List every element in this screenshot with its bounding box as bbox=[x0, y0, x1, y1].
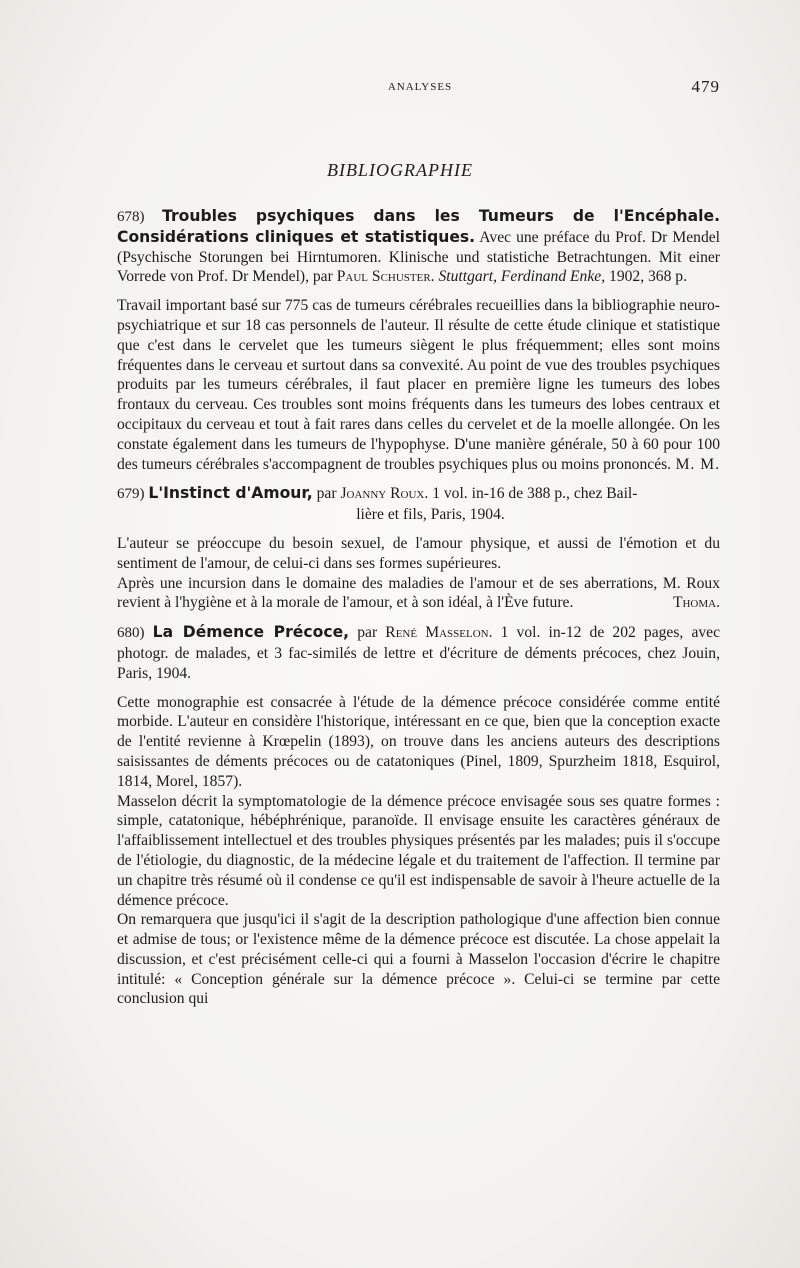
entry-signature: M. M. bbox=[675, 455, 720, 473]
entry-author: Joanny Roux. bbox=[340, 485, 429, 503]
entry-paragraph: Travail important basé sur 775 cas de tumeurs cérébrales recueillies dans la bibliographie neuro-psychiatrique et sur 18 cas personnels de l'auteur. Il résulte de cette étude clinique et statistique que c'est dans le cervelet que les tumeurs siègent le plus fréquemment; elles sont moins fréquentes dans le cerveau et surtout dans sa convexité. Au point de vue des troubles psychiques produits par les tumeurs cérébrales, il faut placer en première ligne les tumeurs des lobes frontaux du cerveau. Ces troubles sont moins fréquents dans les tumeurs des lobes centraux et occipitaux du cerveau et tout à fait rares dans celles du cervelet et de la moelle allongée. On les constate également dans les tumeurs de l'hypophyse. D'une manière générale, 50 à 60 pour 100 des tumeurs cérébrales s'accompagnent de troubles psychiques plus ou moins prononcés. M. M. bbox=[117, 297, 720, 473]
entry-heading bbox=[117, 207, 720, 287]
entry-paragraph: Masselon décrit la symptomatologie de la démence précoce envisagée sous ses quatre formes : simple, catatonique, hébéphrénique, paranoïde. Il envisage ensuite les caractères généraux de l'affaiblissement intellectuel et des troubles physiques présentés par les malades; puis il s'occupe de l'étiologie, du diagnostic, de la médecine légale et du traitement de l'affection. Il termine par un chapitre très résumé où il condense ce qu'il est indispensable de savoir à l'heure actuelle de la démence précoce. bbox=[117, 792, 720, 909]
entry-678 bbox=[117, 207, 720, 474]
entry-paragraph: L'auteur se préoccupe du besoin sexuel, de l'amour physique, et aussi de l'émotion et du sentiment de l'amour, de celui-ci dans ses formes supérieures. bbox=[117, 534, 720, 572]
entry-heading bbox=[117, 623, 720, 683]
entry-title: La Démence Précoce, bbox=[152, 623, 350, 642]
entry-title: Troubles psychiques dans les Tumeurs de l'Encéphale. Considérations cliniques et statistiques. bbox=[117, 207, 721, 246]
running-head bbox=[120, 78, 720, 98]
entry-body bbox=[117, 693, 720, 1010]
entry-publication: 1 vol. in-12 de 202 pages, avec photogr. de malades, et 3 fac-similés de lettre et d'écriture de déments précoces, chez Jouin, Paris, 1904. bbox=[117, 624, 721, 682]
entry-number: 678) bbox=[117, 209, 145, 225]
entry-signature: Thoma. bbox=[672, 594, 720, 612]
entry-publication-line1: 1 vol. in-16 de 388 p., chez Bail- bbox=[432, 485, 638, 503]
entry-place: Stuttgart, Ferdinand Enke, bbox=[438, 268, 606, 286]
entry-publication: 1902, 368 p. bbox=[609, 268, 687, 286]
entry-author: René Masselon. bbox=[385, 624, 493, 642]
entry-details: Avec une préface du Prof. Dr Mendel (Psychische Storungen bei Hirntumoren. Klinische und statistiche Betrachtungen. Mit einer Vorrede von Prof. Dr Mendel), par bbox=[117, 228, 720, 286]
entry-author: Paul Schuster. bbox=[336, 268, 435, 286]
entry-body bbox=[117, 296, 720, 474]
entry-details: par bbox=[316, 485, 337, 503]
entry-paragraph: Cette monographie est consacrée à l'étude de la démence précoce considérée comme entité morbide. L'auteur en considère l'historique, intéressant en ce que, bien que la conception exacte de l'entité revienne à Krœpelin (1893), on trouve dans les anciens auteurs des descriptions saisissantes de déments précoces ou de catatoniques (Pinel, 1809, Spurzheim 1818, Esquirol, 1814, Morel, 1857). bbox=[117, 693, 720, 790]
section-title: BIBLIOGRAPHIE bbox=[327, 160, 473, 180]
entry-publication-line2: lière et fils, Paris, 1904. bbox=[356, 506, 505, 524]
entry-paragraph: On remarquera que jusqu'ici il s'agit de la description pathologique d'une affection bien connue et admise de tous; or l'existence même de la démence précoce est discutée. La chose appelait la discussion, et c'est précisément celle-ci qui a fourni à Masselon l'occasion d'écrire le chapitre intitulé: « Conception générale sur la démence précoce ». Celui-ci se termine par cette conclusion qui bbox=[117, 911, 720, 1008]
bibliography-content bbox=[117, 207, 720, 1019]
page-number: 479 bbox=[691, 77, 720, 96]
entry-paragraph: Après une incursion dans le domaine des maladies de l'amour et de ses aberrations, M. Roux revient à l'hygiène et à la morale de l'amour, et à son idéal, à l'Ève future. Thoma. bbox=[117, 574, 720, 612]
section-label: ANALYSES bbox=[387, 81, 453, 93]
entry-679 bbox=[117, 484, 720, 613]
entry-heading bbox=[117, 484, 720, 525]
entry-title: L'Instinct d'Amour, bbox=[148, 484, 313, 503]
entry-number: 679) bbox=[117, 486, 145, 503]
entry-number: 680) bbox=[117, 625, 145, 642]
entry-details: par bbox=[357, 624, 378, 642]
entry-body bbox=[117, 534, 720, 613]
entry-680 bbox=[117, 623, 720, 1009]
